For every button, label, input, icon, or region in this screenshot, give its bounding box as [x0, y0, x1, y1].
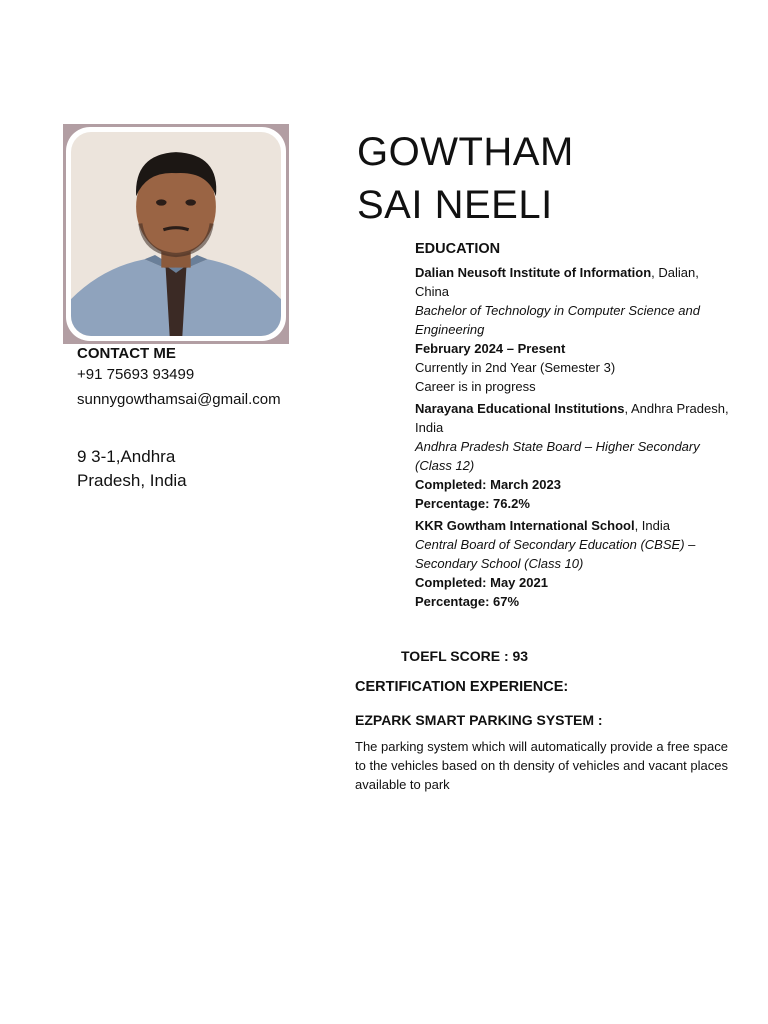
education-institution-line: [415, 263, 733, 301]
name-line-1: GOWTHAM: [357, 130, 574, 174]
institution-location: , Andhra Pradesh, India: [415, 401, 729, 435]
profile-photo-frame: [63, 124, 289, 344]
degree-name: Bachelor of Technology in Computer Science and Engineering: [415, 303, 700, 337]
profile-photo-icon: [71, 132, 281, 336]
completion-date: Completed: March 2023: [415, 477, 561, 492]
institution-location: , India: [634, 518, 670, 533]
name-line-2: SAI NEELI: [357, 183, 553, 227]
contact-phone: +91 75693 93499: [77, 366, 195, 383]
institution-name: Narayana Educational Institutions: [415, 401, 625, 416]
contact-heading: CONTACT ME: [77, 345, 176, 362]
education-note: Career is in progress: [415, 379, 536, 394]
project-description: The parking system which will automatically provide a free space to the vehicles based on th density of vehicles and vacant places available to park: [355, 739, 728, 792]
institution-name: KKR Gowtham International School: [415, 518, 635, 533]
institution-location: , Dalian, China: [415, 265, 699, 299]
completion-date: Completed: May 2021: [415, 575, 548, 590]
contact-address: 9 3-1,Andhra Pradesh, India: [77, 447, 187, 490]
percentage: Percentage: 76.2%: [415, 496, 530, 511]
project-title: EZPARK SMART PARKING SYSTEM :: [355, 712, 603, 728]
contact-email[interactable]: sunnygowthamsai@gmail.com: [77, 391, 281, 408]
percentage: Percentage: 67%: [415, 594, 520, 609]
education-heading: EDUCATION: [415, 241, 501, 257]
photo-left-eye: [156, 199, 167, 205]
profile-photo: [66, 127, 286, 341]
education-entry-higher-secondary: [415, 399, 733, 513]
education-institution-line: [415, 516, 733, 535]
degree-name: Central Board of Secondary Education (CBSE) – Secondary School (Class 10): [415, 537, 696, 571]
education-note: Currently in 2nd Year (Semester 3): [415, 360, 616, 375]
education-dates: February 2024 – Present: [415, 341, 566, 356]
photo-right-eye: [185, 199, 196, 205]
education-institution-line: [415, 399, 733, 437]
certification-heading: CERTIFICATION EXPERIENCE:: [355, 679, 569, 695]
degree-name: Andhra Pradesh State Board – Higher Secondary (Class 12): [415, 439, 700, 473]
education-entry-secondary: [415, 516, 733, 611]
candidate-name: [357, 126, 574, 232]
education-section: [415, 240, 733, 614]
education-entry-university: [415, 263, 733, 396]
institution-name: Dalian Neusoft Institute of Information: [415, 265, 652, 280]
toefl-score: TOEFL SCORE : 93: [401, 648, 529, 664]
